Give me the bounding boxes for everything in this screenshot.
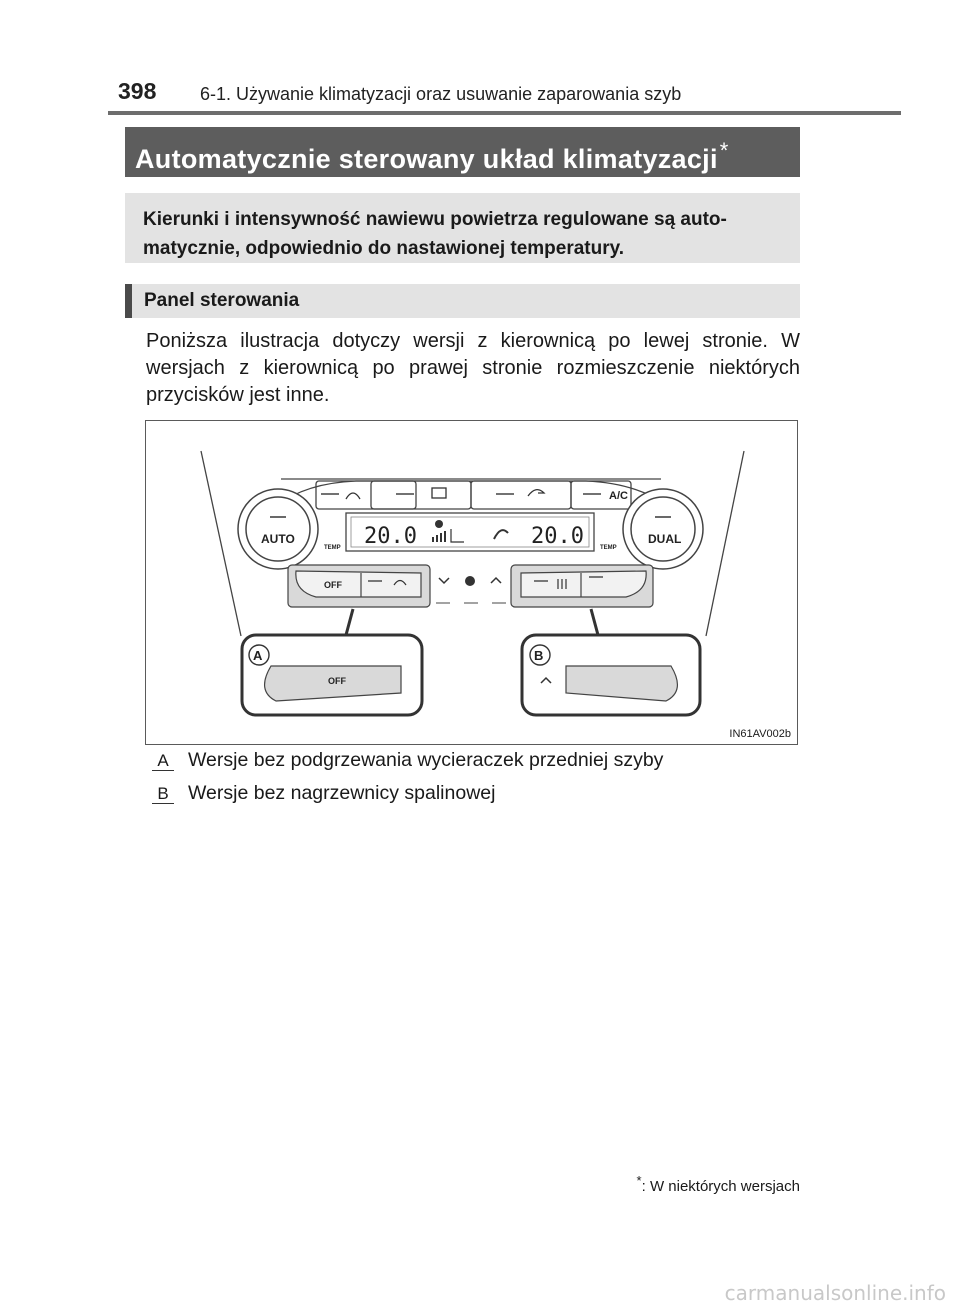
- off-label: OFF: [324, 580, 342, 590]
- control-panel-illustration: [145, 420, 798, 745]
- recirculation-button[interactable]: [471, 481, 571, 509]
- right-temperature: 20.0: [531, 524, 584, 549]
- legend-text: Wersje bez nagrzewnicy spalinowej: [188, 782, 496, 804]
- legend-item-b: [152, 782, 495, 805]
- auto-label: AUTO: [261, 532, 295, 546]
- page-number: 398: [118, 78, 157, 104]
- summary-line: matycznie, odpowiednio do nastawionej temperatury.: [143, 238, 625, 259]
- legend-text: Wersje bez podgrzewania wycieraczek przedniej szyby: [188, 749, 664, 771]
- front-defroster-button[interactable]: [316, 481, 416, 509]
- summary-line: Kierunki i intensywność nawiewu powietrza regulowane są auto-: [143, 209, 727, 230]
- callout-a-off-label: OFF: [328, 676, 346, 686]
- temp-label-right: TEMP: [600, 545, 617, 551]
- section-title-text: Automatycznie sterowany układ klimatyzacji: [135, 144, 718, 174]
- fan-icon: [435, 520, 443, 528]
- summary-box: [125, 193, 800, 263]
- callout-a-marker: A: [253, 648, 263, 663]
- footnote-text: : W niektórych wersjach: [641, 1178, 800, 1195]
- header-divider: [108, 111, 901, 115]
- front-defroster-icon: [346, 493, 360, 499]
- legend-marker: A: [152, 752, 174, 771]
- body-paragraph: Poniższa ilustracja dotyczy wersji z kierownicą po lewej stronie. W wersjach z kierownicą po prawej stronie rozmieszczenie niektórych przycisków jest inne.: [146, 330, 800, 406]
- ac-label: A/C: [609, 490, 628, 502]
- asterisk-mark: *: [719, 138, 729, 163]
- subsection-title: Panel sterowania: [125, 284, 800, 318]
- fan-icon: [465, 576, 475, 586]
- temp-label-left: TEMP: [324, 545, 341, 551]
- footnote-asterisk: *: [636, 1173, 642, 1188]
- fan-down-icon[interactable]: [439, 578, 449, 583]
- dash-line-left: [201, 451, 241, 636]
- rear-defroster-button[interactable]: [371, 481, 471, 509]
- recirculation-icon: [528, 490, 544, 496]
- left-temperature: 20.0: [364, 524, 417, 549]
- legend-item-a: [152, 749, 663, 772]
- watermark: carmanualsonline.info: [724, 1281, 946, 1305]
- dash-line-right: [706, 451, 744, 636]
- chapter-title: 6-1. Używanie klimatyzacji oraz usuwanie zaparowania szyb: [200, 84, 682, 104]
- footnote: [637, 1173, 800, 1195]
- figure-code: IN61AV002b: [729, 728, 791, 740]
- rear-defroster-icon: [432, 488, 446, 498]
- legend-marker: B: [152, 785, 174, 804]
- callout-b-marker: B: [534, 648, 544, 663]
- dual-label: DUAL: [648, 532, 682, 546]
- control-panel-drawing: [146, 421, 797, 744]
- section-title: [125, 127, 800, 177]
- fan-up-icon[interactable]: [491, 578, 501, 583]
